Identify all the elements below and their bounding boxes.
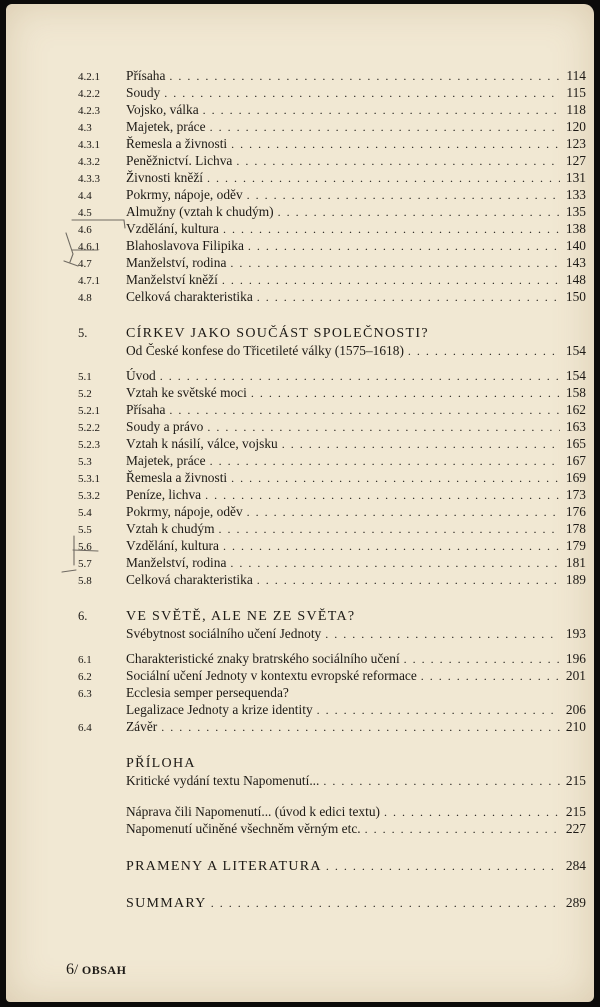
entry-page: 120 — [565, 119, 586, 134]
table-of-contents — [78, 67, 586, 911]
leader-dots — [248, 238, 560, 255]
leader-dots — [169, 402, 560, 419]
entry-title: Napomenutí učiněné všechněm věrným etc. — [126, 821, 361, 836]
leader-dots — [257, 572, 560, 589]
entry-number: 5.2 — [78, 388, 92, 400]
toc-entry[interactable] — [78, 803, 586, 820]
entry-page: 173 — [565, 487, 586, 502]
entry-number: 4.3.1 — [78, 139, 100, 151]
entry-page: 215 — [565, 773, 586, 788]
entry-page: 206 — [565, 702, 586, 717]
entry-page: 193 — [565, 626, 586, 641]
entry-number: 4.8 — [78, 292, 92, 304]
leader-dots — [207, 419, 560, 436]
entry-page: 179 — [565, 538, 586, 553]
leader-dots — [207, 170, 560, 187]
entry-page: 131 — [565, 170, 586, 185]
toc-entry[interactable] — [78, 101, 586, 118]
leader-dots — [326, 858, 560, 875]
entry-title: Vzdělání, kultura — [126, 538, 219, 553]
toc-entry[interactable] — [78, 254, 586, 271]
entry-number: 4.2.3 — [78, 105, 100, 117]
entry-number: 4.4 — [78, 190, 92, 202]
chapter-title: VE SVĚTĚ, ALE NE ZE SVĚTA? — [126, 609, 356, 624]
entry-page: 154 — [565, 343, 586, 358]
toc-entry[interactable] — [78, 67, 586, 84]
toc-entry[interactable] — [78, 384, 586, 401]
entry-page: 127 — [565, 153, 586, 168]
entry-title: Vzdělání, kultura — [126, 221, 219, 236]
entry-title: Majetek, práce — [126, 119, 206, 134]
leader-dots — [317, 702, 560, 719]
entry-title: Celková charakteristika — [126, 289, 253, 304]
leader-dots — [203, 102, 560, 119]
chapter-number: 5. — [78, 326, 88, 340]
entry-page: 135 — [565, 204, 586, 219]
leader-dots — [231, 136, 560, 153]
footer-separator: / — [74, 962, 79, 978]
entry-title: Závěr — [126, 719, 158, 734]
entry-number: 4.3 — [78, 122, 92, 134]
entry-number: 5.6 — [78, 541, 92, 553]
entry-page: 176 — [565, 504, 586, 519]
entry-title: Manželství, rodina — [126, 255, 227, 270]
leader-dots — [384, 804, 560, 821]
toc-entry[interactable] — [78, 718, 586, 735]
entry-title: Pokrmy, nápoje, oděv — [126, 187, 243, 202]
entry-page: 123 — [565, 136, 586, 151]
entry-title: Peníze, lichva — [126, 487, 202, 502]
book-page — [6, 4, 594, 1002]
entry-page: 138 — [565, 221, 586, 236]
entry-number: 5.3.1 — [78, 473, 100, 485]
chapter-heading[interactable] — [78, 608, 586, 625]
entry-title: Náprava čili Napomenutí... (úvod k edici textu) — [126, 804, 380, 819]
entry-title: Majetek, práce — [126, 453, 206, 468]
entry-title: SUMMARY — [126, 896, 207, 911]
entry-page: 215 — [565, 804, 586, 819]
entry-page: 210 — [565, 719, 586, 734]
entry-page: 227 — [565, 821, 586, 836]
toc-entry[interactable] — [78, 452, 586, 469]
entry-number: 5.5 — [78, 524, 92, 536]
section-4-entries — [78, 67, 586, 305]
entry-page: 118 — [566, 102, 586, 117]
footer-label: OBSAH — [81, 963, 127, 977]
toc-entry[interactable] — [78, 237, 586, 254]
toc-entry-summary[interactable] — [78, 894, 586, 911]
entry-page: 115 — [566, 85, 586, 100]
leader-dots — [323, 773, 560, 790]
toc-entry[interactable] — [78, 186, 586, 203]
appendix-title: PŘÍLOHA — [126, 756, 196, 771]
chapter-title: CÍRKEV JAKO SOUČÁST SPOLEČNOSTI? — [126, 326, 429, 341]
entry-page: 169 — [565, 470, 586, 485]
leader-dots — [161, 719, 560, 736]
entry-number: 4.7 — [78, 258, 92, 270]
leader-dots — [222, 272, 560, 289]
entry-title: Soudy a právo — [126, 419, 204, 434]
entry-number: 4.6.1 — [78, 241, 100, 253]
toc-entry[interactable] — [78, 684, 586, 701]
entry-page: 178 — [565, 521, 586, 536]
leader-dots — [251, 385, 560, 402]
leader-dots — [210, 453, 560, 470]
toc-entry[interactable] — [78, 203, 586, 220]
toc-entry[interactable] — [78, 118, 586, 135]
toc-entry[interactable] — [78, 667, 586, 684]
entry-title: Peněžnictví. Lichva — [126, 153, 233, 168]
subtitle-text: Svébytnost sociálního učení Jednoty — [126, 626, 322, 641]
entry-number: 4.2.2 — [78, 88, 100, 100]
toc-entry-sources[interactable] — [78, 857, 586, 874]
entry-title: Kritické vydání textu Napomenutí... — [126, 773, 320, 788]
entry-number: 4.3.3 — [78, 173, 100, 185]
leader-dots — [205, 487, 560, 504]
chapter-heading[interactable] — [78, 325, 586, 342]
toc-entry[interactable] — [78, 486, 586, 503]
toc-entry[interactable] — [78, 418, 586, 435]
entry-number: 4.3.2 — [78, 156, 100, 168]
entry-number: 4.6 — [78, 224, 92, 236]
entry-title: Legalizace Jednoty a krize identity — [126, 702, 313, 717]
toc-entry[interactable] — [78, 435, 586, 452]
entry-title: Řemesla a živnosti — [126, 136, 228, 151]
entry-number: 6.1 — [78, 654, 92, 666]
chapter-5 — [78, 325, 586, 588]
entry-page: 154 — [565, 368, 586, 383]
entry-page: 196 — [565, 651, 586, 666]
leader-dots — [164, 85, 560, 102]
toc-entry[interactable] — [78, 220, 586, 237]
leader-dots — [325, 626, 560, 643]
entry-title: Přísaha — [126, 402, 166, 417]
toc-entry[interactable] — [78, 469, 586, 486]
appendix-heading[interactable] — [78, 755, 586, 772]
entry-page: 181 — [565, 555, 586, 570]
toc-entry[interactable] — [78, 650, 586, 667]
entry-number: 5.7 — [78, 558, 92, 570]
entry-page: 189 — [565, 572, 586, 587]
chapter-6 — [78, 608, 586, 735]
toc-entry[interactable] — [78, 169, 586, 186]
entry-title: Manželství kněží — [126, 272, 218, 287]
leader-dots — [408, 343, 560, 360]
leader-dots — [230, 555, 560, 572]
leader-dots — [223, 221, 560, 238]
entry-number: 5.2.3 — [78, 439, 100, 451]
toc-entry[interactable] — [78, 135, 586, 152]
entry-page: 201 — [565, 668, 586, 683]
leader-dots — [223, 538, 560, 555]
entry-page: 143 — [565, 255, 586, 270]
entry-title: PRAMENY A LITERATURA — [126, 859, 322, 874]
leader-dots — [230, 255, 560, 272]
entry-number: 4.7.1 — [78, 275, 100, 287]
entry-page: 158 — [565, 385, 586, 400]
leader-dots — [219, 521, 560, 538]
leader-dots — [160, 368, 560, 385]
leader-dots — [231, 470, 560, 487]
toc-entry[interactable] — [78, 367, 586, 384]
entry-title: Úvod — [126, 368, 156, 383]
leader-dots — [236, 153, 560, 170]
leader-dots — [247, 504, 560, 521]
entry-title: Manželství, rodina — [126, 555, 227, 570]
entry-title: Pokrmy, nápoje, oděv — [126, 504, 243, 519]
page-footer — [66, 961, 126, 979]
toc-entry[interactable] — [78, 401, 586, 418]
entry-page: 284 — [565, 858, 586, 873]
toc-entry[interactable] — [78, 520, 586, 537]
toc-entry[interactable] — [78, 537, 586, 554]
leader-dots — [282, 436, 560, 453]
leader-dots — [210, 119, 560, 136]
entry-number: 4.5 — [78, 207, 92, 219]
entry-page: 289 — [565, 895, 586, 910]
entry-title: Almužny (vztah k chudým) — [126, 204, 274, 219]
chapter-subtitle[interactable] — [78, 342, 586, 359]
leader-dots — [257, 289, 560, 306]
toc-entry[interactable] — [78, 571, 586, 588]
toc-entry[interactable] — [78, 772, 586, 789]
entry-number: 5.1 — [78, 371, 92, 383]
entry-title: Sociální učení Jednoty v kontextu evropské reformace — [126, 668, 417, 683]
entry-number: 5.3.2 — [78, 490, 100, 502]
entry-title: Celková charakteristika — [126, 572, 253, 587]
entry-title: Soudy — [126, 85, 161, 100]
toc-entry[interactable] — [78, 271, 586, 288]
entry-title: Vztah k chudým — [126, 521, 215, 536]
toc-entry[interactable] — [78, 152, 586, 169]
entry-page: 165 — [565, 436, 586, 451]
toc-entry[interactable] — [78, 554, 586, 571]
entry-page: 133 — [565, 187, 586, 202]
page-number: 6 — [66, 961, 74, 978]
entry-page: 114 — [566, 68, 586, 83]
leader-dots — [247, 187, 560, 204]
toc-entry[interactable] — [78, 288, 586, 305]
entry-title: Řemesla a živnosti — [126, 470, 228, 485]
leader-dots — [421, 668, 560, 685]
entry-number: 5.2.1 — [78, 405, 100, 417]
leader-dots — [404, 651, 560, 668]
subtitle-text: Od České konfese do Třicetileté války (1575–1618) — [126, 343, 404, 358]
entry-number: 5.3 — [78, 456, 92, 468]
entry-page: 163 — [565, 419, 586, 434]
entry-number: 6.3 — [78, 688, 92, 700]
appendix — [78, 755, 586, 837]
leader-dots — [169, 68, 560, 85]
toc-entry[interactable] — [78, 701, 586, 718]
entry-title: Blahoslavova Filipika — [126, 238, 244, 253]
chapter-number: 6. — [78, 609, 88, 623]
entry-number: 6.2 — [78, 671, 92, 683]
toc-entry[interactable] — [78, 84, 586, 101]
entry-number: 6.4 — [78, 722, 92, 734]
toc-entry[interactable] — [78, 820, 586, 837]
entry-number: 5.2.2 — [78, 422, 100, 434]
entry-title: Ecclesia semper persequenda? — [126, 685, 289, 700]
entry-title: Vojsko, válka — [126, 102, 199, 117]
entry-number: 4.2.1 — [78, 71, 100, 83]
entry-title: Vztah k násilí, válce, vojsku — [126, 436, 278, 451]
entry-page: 162 — [565, 402, 586, 417]
entry-number: 5.8 — [78, 575, 92, 587]
entry-title: Charakteristické znaky bratrského sociálního učení — [126, 651, 400, 666]
entry-page: 150 — [565, 289, 586, 304]
leader-dots — [278, 204, 560, 221]
toc-entry[interactable] — [78, 503, 586, 520]
chapter-subtitle[interactable] — [78, 625, 586, 642]
entry-title: Přísaha — [126, 68, 166, 83]
leader-dots — [211, 895, 560, 912]
entry-title: Vztah ke světské moci — [126, 385, 247, 400]
entry-page: 148 — [565, 272, 586, 287]
entry-page: 167 — [565, 453, 586, 468]
entry-page: 140 — [565, 238, 586, 253]
entry-title: Živnosti kněží — [126, 170, 203, 185]
leader-dots — [365, 821, 560, 838]
entry-number: 5.4 — [78, 507, 92, 519]
